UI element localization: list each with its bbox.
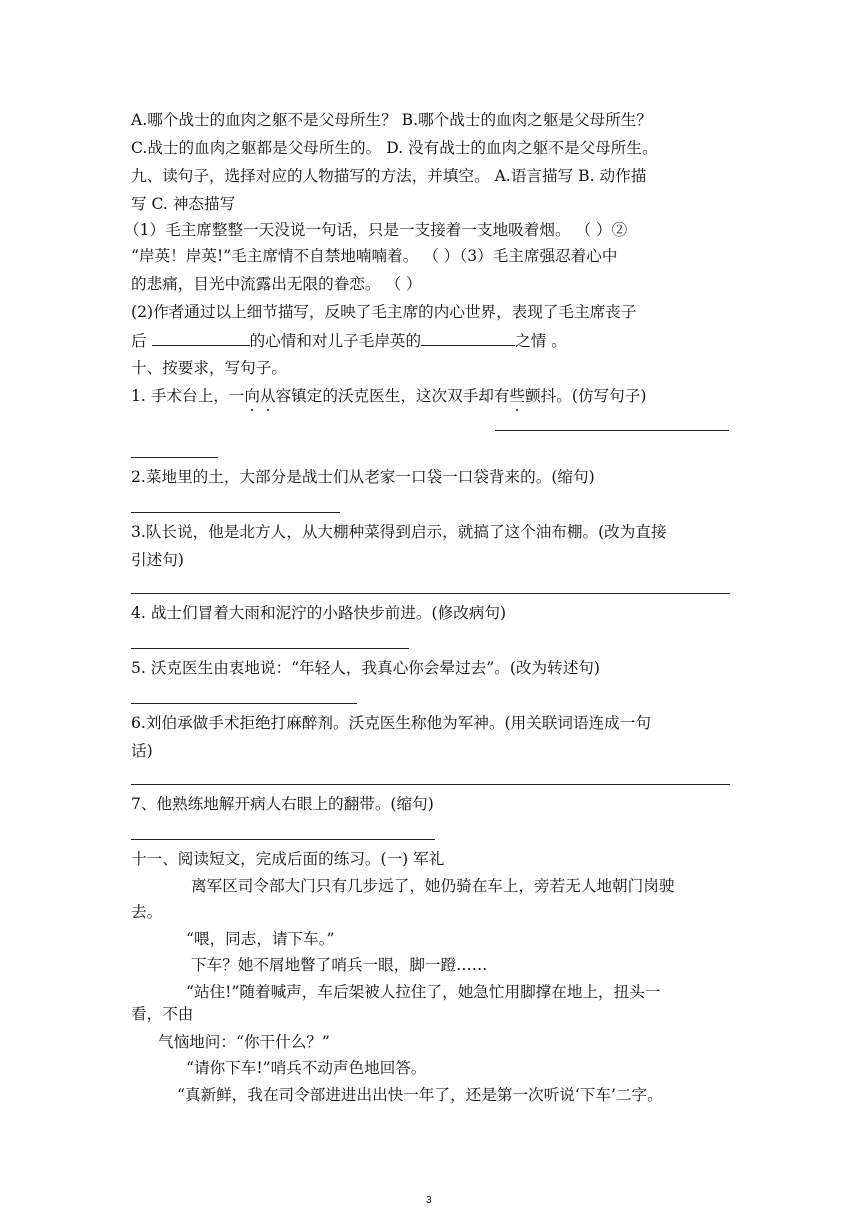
answer-blank-mood[interactable] bbox=[152, 330, 250, 346]
line-9-end: 之情 。 bbox=[515, 332, 567, 350]
question-3: 3.队长说，他是北方人，从大棚种菜得到启示，就搞了这个油布棚。(改为直接 bbox=[131, 523, 667, 541]
page-number: 3 bbox=[426, 1195, 432, 1206]
passage-line-2: 去。 bbox=[131, 903, 163, 921]
line-6: “岸英！岸英!”毛主席情不自禁地喃喃着。 （ ）（3）毛主席强忍着心中 bbox=[131, 247, 618, 265]
answer-line-2[interactable] bbox=[131, 512, 340, 513]
answer-line-4[interactable] bbox=[131, 648, 409, 649]
question-6-cont: 话) bbox=[131, 742, 153, 760]
line-8: (2)作者通过以上细节描写，反映了毛主席的内心世界，表现了毛主席丧子 bbox=[131, 303, 637, 321]
line-9-mid: 的心情和对儿子毛岸英的 bbox=[249, 332, 422, 350]
question-6: 6.刘伯承做手术拒绝打麻醉剂。沃克医生称他为军神。(用关联词语连成一句 bbox=[131, 714, 651, 732]
answer-line-1b[interactable] bbox=[131, 457, 218, 458]
answer-line-1a[interactable] bbox=[495, 430, 729, 431]
answer-line-5[interactable] bbox=[131, 703, 357, 704]
question-1: 1. 手术台上，一向从容镇定的沃克医生，这次双手却有些颤抖。(仿写句子) bbox=[131, 387, 647, 405]
passage-line-3: “喂，同志，请下车。” bbox=[186, 930, 335, 948]
section-11-heading: 十一、阅读短文，完成后面的练习。(一) 军礼 bbox=[131, 850, 445, 868]
line-5: （1）毛主席整整一天没说一句话，只是一支接着一支地吸着烟。 （ ）② bbox=[124, 221, 628, 239]
line-1: A.哪个战士的血肉之躯不是父母所生？ B.哪个战士的血肉之躯是父母所生？ bbox=[131, 111, 652, 129]
passage-line-6: 看，不由 bbox=[131, 1005, 194, 1023]
passage-line-4: 下车？她不屑地瞥了哨兵一眼，脚一蹬…… bbox=[191, 956, 488, 974]
question-2: 2.菜地里的土，大部分是战士们从老家一口袋一口袋背来的。(缩句) bbox=[131, 468, 595, 486]
passage-line-8: “请你下车!”哨兵不动声色地回答。 bbox=[186, 1059, 427, 1077]
line-2: C.战士的血肉之躯都是父母所生的。 D. 没有战士的血肉之躯不是父母所生。 bbox=[131, 139, 658, 157]
passage-line-9: “真新鲜，我在司令部进进出出快一年了，还是第一次听说‘下车’二字。 bbox=[177, 1086, 663, 1104]
answer-line-6[interactable] bbox=[131, 784, 730, 785]
answer-blank-feeling[interactable] bbox=[421, 330, 515, 346]
line-3: 九、读句子，选择对应的人物描写的方法，并填空。 A.语言描写 B. 动作描 bbox=[131, 167, 647, 185]
line-7: 的悲痛，目光中流露出无限的眷恋。 （ ） bbox=[131, 275, 422, 293]
answer-line-3[interactable] bbox=[131, 593, 730, 594]
question-4: 4. 战士们冒着大雨和泥泞的小路快步前进。(修改病句) bbox=[131, 604, 507, 622]
question-3-cont: 引述句) bbox=[131, 551, 184, 569]
section-10-heading: 十、按要求，写句子。 bbox=[131, 359, 287, 377]
line-4: 写 C. 神态描写 bbox=[131, 195, 236, 213]
passage-line-1: 离军区司令部大门只有几步远了，她仍骑在车上，旁若无人地朝门岗驶 bbox=[191, 877, 675, 895]
question-7: 7、他熟练地解开病人右眼上的翻带。(缩句) bbox=[131, 795, 434, 813]
line-9-lead: 后 bbox=[131, 332, 152, 350]
answer-line-7[interactable] bbox=[131, 839, 435, 840]
emphasis-dot bbox=[267, 409, 269, 411]
passage-line-5: “站住!”随着喊声，车后架被人拉住了，她急忙用脚撑在地上，扭头一 bbox=[186, 983, 661, 1001]
question-5: 5. 沃克医生由衷地说：“年轻人，我真心你会晕过去”。(改为转述句) bbox=[131, 659, 600, 677]
passage-line-7: 气恼地问：“你干什么？” bbox=[158, 1033, 330, 1051]
emphasis-dot bbox=[251, 409, 253, 411]
line-9 bbox=[131, 330, 567, 351]
emphasis-dot bbox=[516, 409, 518, 411]
